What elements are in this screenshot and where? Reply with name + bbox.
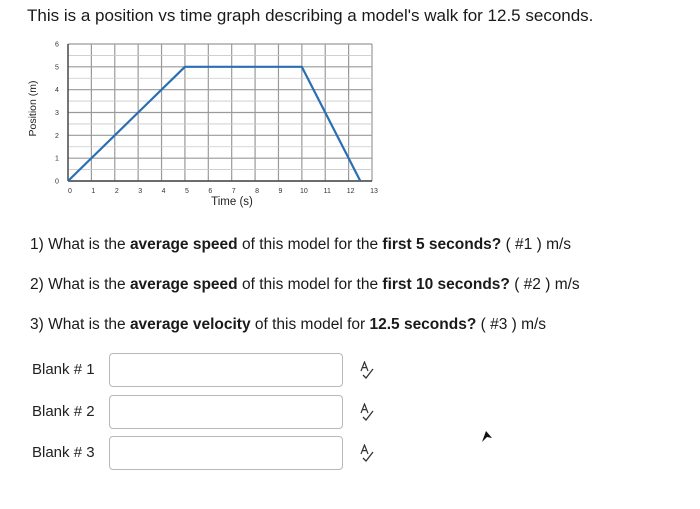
x-tick-label: 9 xyxy=(278,188,283,195)
question-1-prefix: 1) What is the xyxy=(30,236,130,253)
question-1-tail: ( #1 ) m/s xyxy=(501,236,572,253)
position-time-chart xyxy=(20,36,390,214)
question-3-prefix: 3) What is the xyxy=(30,316,130,333)
blank-3-label: Blank # 3 xyxy=(32,444,95,461)
x-tick-label: 0 xyxy=(68,188,72,195)
x-tick-label: 7 xyxy=(231,188,236,195)
question-3-mid: of this model for xyxy=(250,316,370,333)
blank-2-label: Blank # 2 xyxy=(32,403,95,420)
chart-svg xyxy=(20,36,390,214)
question-2-bold-b: first 10 seconds? xyxy=(382,276,510,293)
y-tick-label: 4 xyxy=(55,87,59,95)
question-1 xyxy=(30,232,580,272)
x-tick-label: 10 xyxy=(299,188,308,195)
x-tick-label: 5 xyxy=(184,188,189,195)
mouse-cursor-icon xyxy=(480,430,494,444)
x-tick-label: 12 xyxy=(346,188,355,195)
question-1-mid: of this model for the xyxy=(237,236,383,253)
question-2-mid: of this model for the xyxy=(237,276,383,293)
question-2-prefix: 2) What is the xyxy=(30,276,130,293)
question-3-bold-b: 12.5 seconds? xyxy=(369,316,477,333)
question-2 xyxy=(30,272,580,312)
x-tick-label: 8 xyxy=(255,188,260,195)
y-tick-label: 2 xyxy=(55,132,59,140)
blank-1-input[interactable] xyxy=(109,353,343,387)
spellcheck-icon[interactable] xyxy=(358,361,374,379)
x-tick-label: 1 xyxy=(91,188,96,195)
question-2-tail: ( #2 ) m/s xyxy=(509,276,580,293)
blank-2-input[interactable] xyxy=(109,395,343,429)
question-list xyxy=(30,232,580,352)
y-tick-label: 5 xyxy=(55,64,59,72)
spellcheck-icon[interactable] xyxy=(358,444,374,462)
y-tick-label: 6 xyxy=(55,41,59,49)
y-tick-label: 0 xyxy=(55,178,59,186)
question-3-bold-a: average velocity xyxy=(129,316,251,333)
x-tick-label: 11 xyxy=(323,188,331,195)
x-tick-label: 3 xyxy=(138,188,143,195)
page-title: This is a position vs time graph describing a model's walk for 12.5 seconds. xyxy=(27,6,594,25)
question-3-tail: ( #3 ) m/s xyxy=(476,316,547,333)
x-tick-label: 4 xyxy=(161,188,166,195)
question-2-bold-a: average speed xyxy=(129,276,238,293)
question-1-bold-a: average speed xyxy=(129,236,238,253)
x-tick-label: 2 xyxy=(114,188,119,195)
question-3 xyxy=(30,312,580,352)
y-axis-label: Position (m) xyxy=(27,80,39,137)
question-1-bold-b: first 5 seconds? xyxy=(382,236,502,253)
x-tick-label: 13 xyxy=(370,188,378,195)
x-axis-label: Time (s) xyxy=(211,196,253,208)
spellcheck-icon[interactable] xyxy=(358,403,374,421)
blank-3-input[interactable] xyxy=(109,436,343,470)
y-tick-label: 3 xyxy=(55,110,59,117)
blank-1-label: Blank # 1 xyxy=(32,361,95,378)
x-tick-label: 6 xyxy=(208,188,213,195)
y-tick-label: 1 xyxy=(55,155,59,163)
